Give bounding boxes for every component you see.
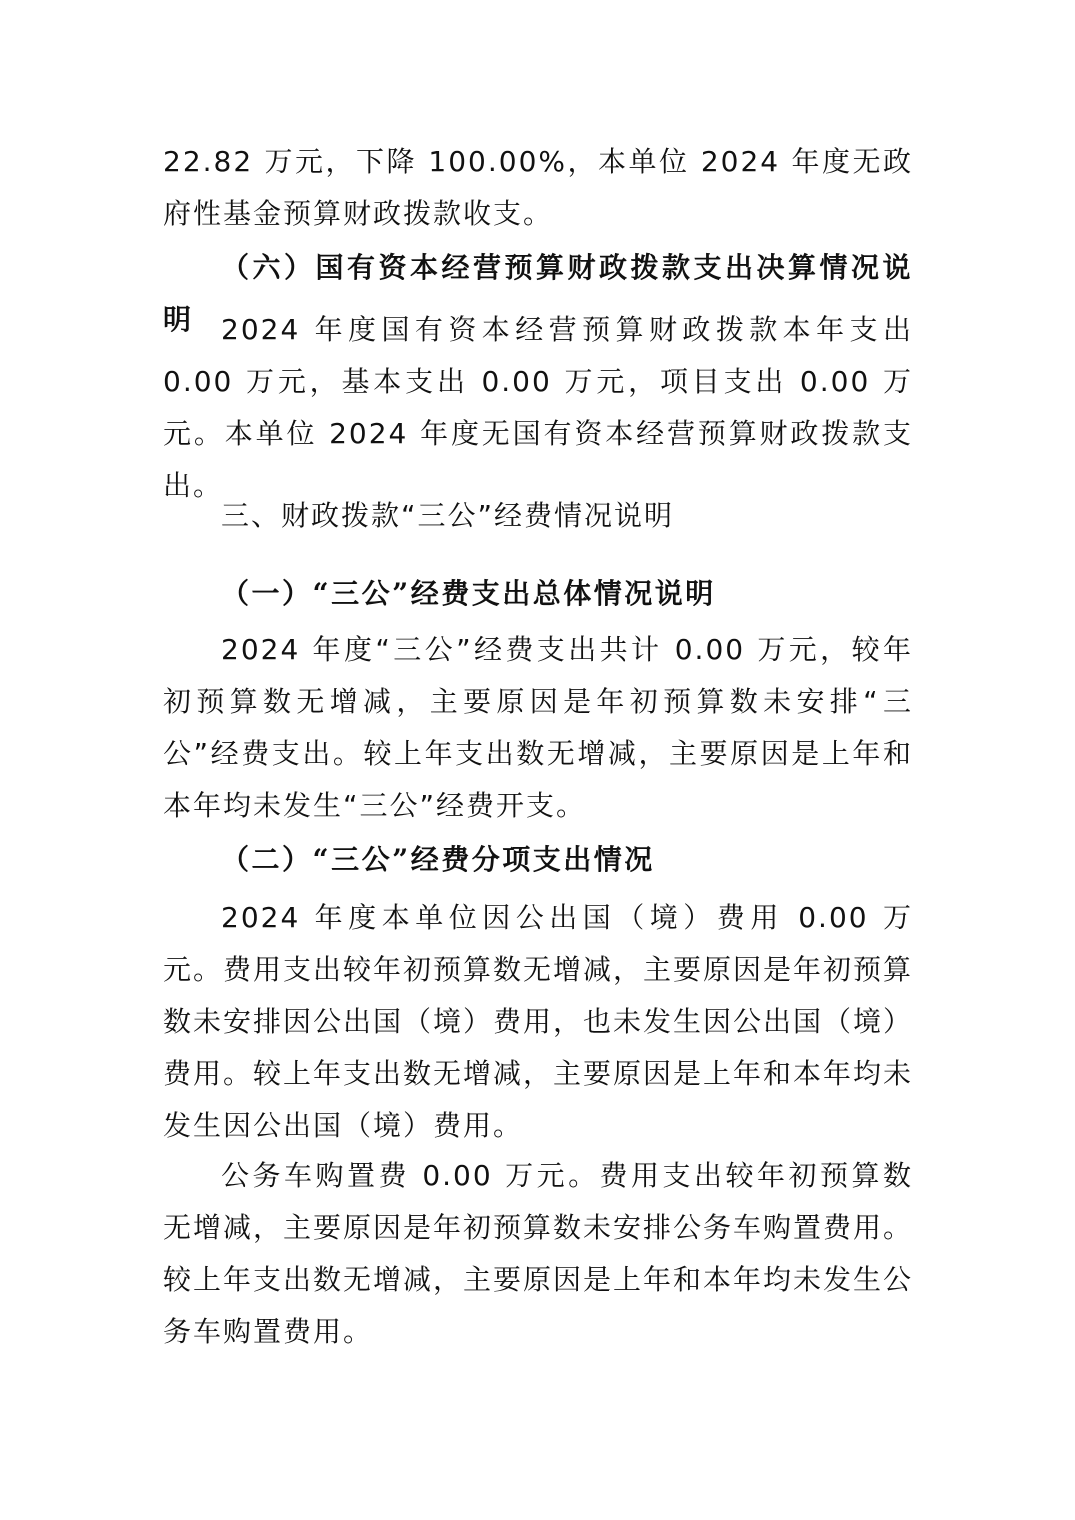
paragraph-section-six: 2024 年度国有资本经营预算财政拨款本年支出 0.00 万元，基本支出 0.00 万元，项目支出 0.00 万元。本单位 2024 年度无国有资本经营预算财政拨款支出。 — [163, 313, 913, 502]
paragraph-subsection-two-b: 公务车购置费 0.00 万元。费用支出较年初预算数无增减，主要原因是年初预算数未安排公务车购置费用。较上年支出数无增减，主要原因是上年和本年均未发生公务车购置费用。 — [163, 1159, 914, 1348]
heading-subsection-one: （一）“三公”经费支出总体情况说明 — [221, 577, 716, 610]
paragraph-subsection-one: 2024 年度“三公”经费支出共计 0.00 万元，较年初预算数无增减，主要原因是年初预算数未安排“三公”经费支出。较上年支出数无增减，主要原因是上年和本年均未发生“三公”经费开支。 — [163, 633, 913, 822]
heading-section-six: （六）国有资本经营预算财政拨款支出决算情况说明 — [163, 251, 913, 336]
paragraph-subsection-two-a: 2024 年度本单位因公出国（境）费用 0.00 万元。费用支出较年初预算数无增减，主要原因是年初预算数未安排因公出国（境）费用，也未发生因公出国（境）费用。较上年支出数无增减，主要原因是上年和本年均未发生因公出国（境）费用。 — [163, 901, 914, 1142]
heading-subsection-two: （二）“三公”经费分项支出情况 — [221, 843, 655, 876]
heading-section-three: 三、财政拨款“三公”经费情况说明 — [221, 499, 675, 532]
paragraph-intro: 22.82 万元，下降 100.00%，本单位 2024 年度无政府性基金预算财政拨款收支。 — [163, 145, 913, 230]
